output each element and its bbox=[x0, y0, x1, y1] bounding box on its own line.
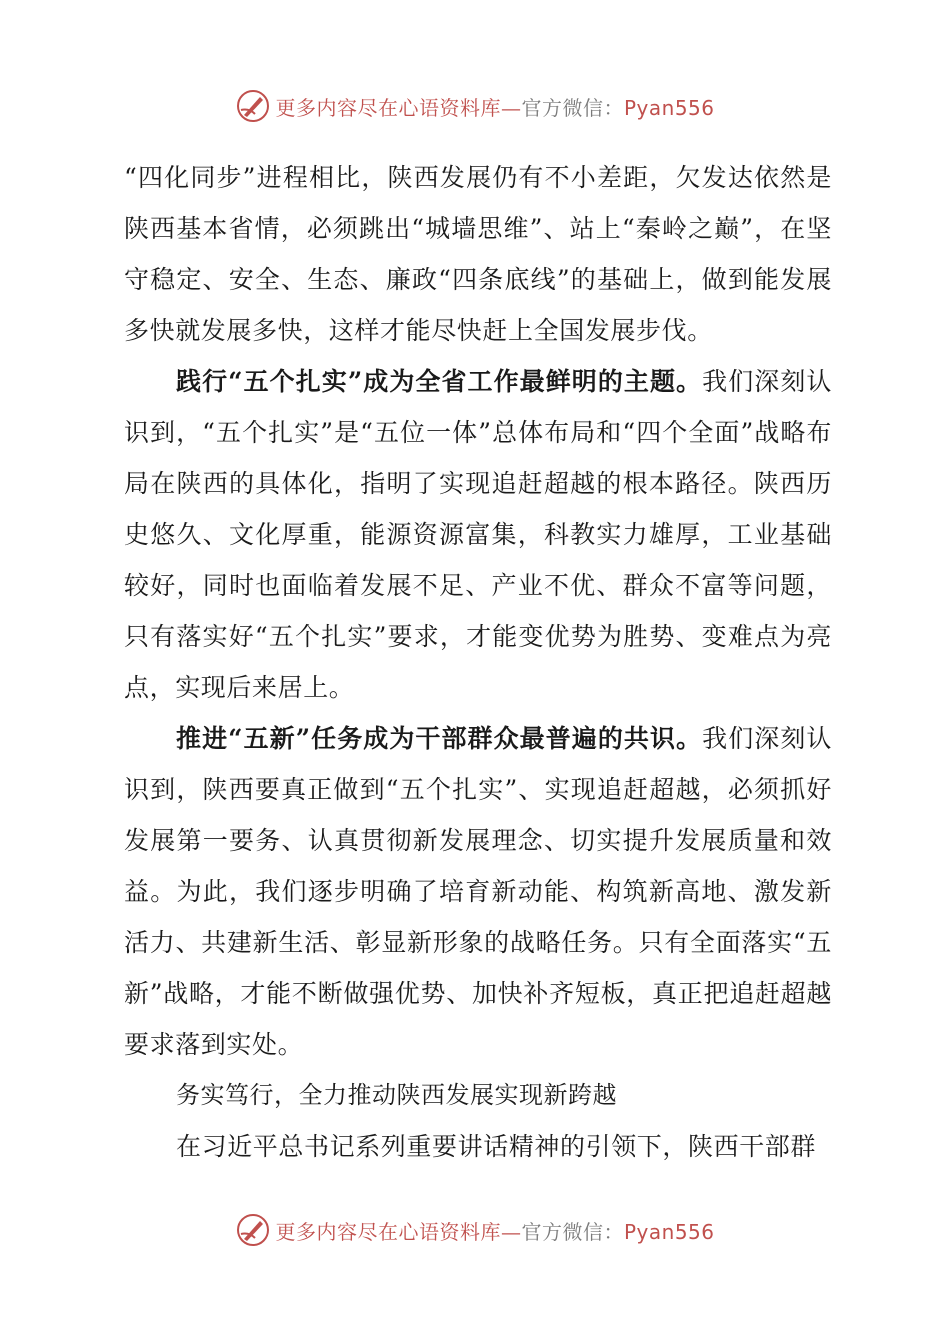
banner-wechat-label: 官方微信： bbox=[521, 95, 624, 120]
paragraph-lead-five-solid: 践行“五个扎实”成为全省工作最鲜明的主题。 bbox=[176, 367, 703, 396]
paragraph-continued: “四化同步”进程相比，陕西发展仍有不小差距，欠发达依然是陕西基本省情，必须跳出“城墙思维”、站上“秦岭之巅”，在坚守稳定、安全、生态、廉政“四条底线”的基础上，做到能发展多快就发展多快，这样才能尽快赶上全国发展步伐。 bbox=[124, 163, 832, 345]
quill-pen-logo-icon bbox=[235, 1212, 271, 1248]
paragraph-text-five-new: 我们深刻认识到，陕西要真正做到“五个扎实”、实现追赶超越，必须抓好发展第一要务、认真贯彻新发展理念、切实提升发展质量和效益。为此，我们逐步明确了培育新动能、构筑新高地、激发新活力、共建新生活、彰显新形象的战略任务。只有全面落实“五新”战略，才能不断做强优势、加快补齐短板，真正把追赶超越要求落到实处。 bbox=[124, 724, 832, 1059]
banner-wechat-label: 官方微信： bbox=[521, 1219, 624, 1244]
document-body bbox=[124, 152, 832, 1172]
banner-wechat-id: Pyan556 bbox=[623, 1219, 715, 1244]
paragraph-lead-five-new: 推进“五新”任务成为干部群众最普遍的共识。 bbox=[176, 724, 703, 753]
paragraph-text-five-solid: 我们深刻认识到，“五个扎实”是“五位一体”总体布局和“四个全面”战略布局在陕西的具体化，指明了实现追赶超越的根本路径。陕西历史悠久、文化厚重，能源资源富集，科教实力雄厚，工业基础较好，同时也面临着发展不足、产业不优、群众不富等问题，只有落实好“五个扎实”要求，才能变优势为胜势、变难点为亮点，实现后来居上。 bbox=[124, 367, 832, 702]
banner-dash: — bbox=[500, 95, 522, 120]
paragraph-five-solid bbox=[124, 356, 832, 713]
paragraph-five-new bbox=[124, 713, 832, 1070]
banner-site-name: 更多内容尽在心语资料库 bbox=[275, 95, 501, 120]
section-subheading: 务实笃行，全力推动陕西发展实现新跨越 bbox=[176, 1081, 617, 1109]
quill-pen-logo-icon bbox=[235, 88, 271, 124]
banner-wechat-id: Pyan556 bbox=[623, 95, 715, 120]
footer-banner bbox=[0, 1208, 950, 1252]
header-banner bbox=[0, 84, 950, 128]
paragraph-leadership: 在习近平总书记系列重要讲话精神的引领下，陕西干部群 bbox=[176, 1132, 817, 1161]
banner-dash: — bbox=[500, 1219, 522, 1244]
banner-site-name: 更多内容尽在心语资料库 bbox=[275, 1219, 501, 1244]
